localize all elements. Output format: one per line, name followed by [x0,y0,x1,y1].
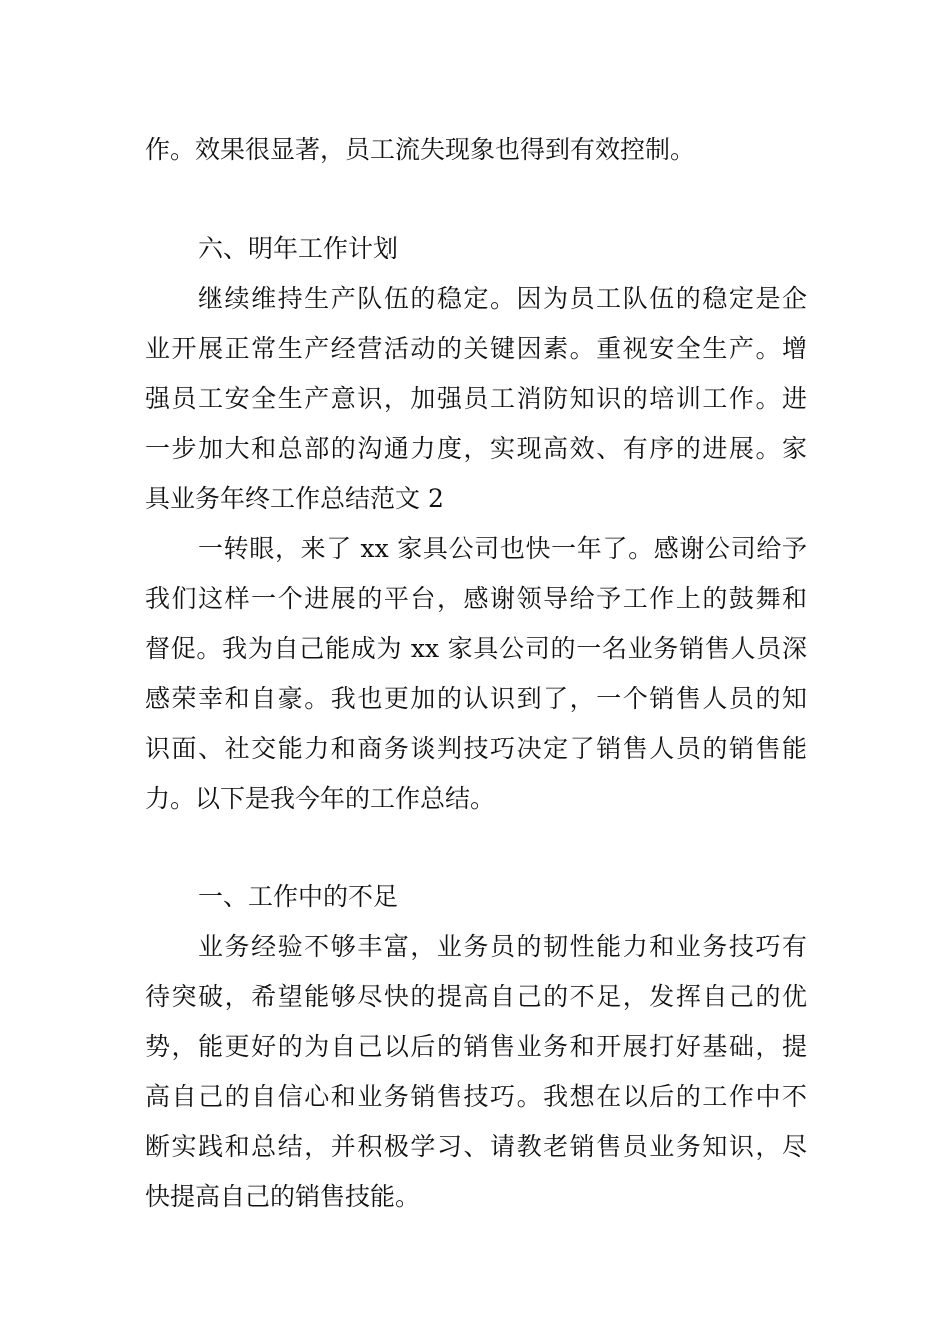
text-line: 力。以下是我今年的工作总结。 [145,784,496,813]
text-line: 快提高自己的销售技能。 [145,1182,421,1211]
text-line: 势，能更好的为自己以后的销售业务和开展打好基础，提 [145,1032,807,1061]
text-line: 识面、社交能力和商务谈判技巧决定了销售人员的销售能 [145,734,807,763]
text-line: 一步加大和总部的沟通力度，实现高效、有序的进展。家 [145,434,807,463]
section-heading: 一、工作中的不足 [198,882,399,911]
text-line: 业开展正常生产经营活动的关键因素。重视安全生产。增 [145,334,807,363]
text-line: 继续维持生产队伍的稳定。因为员工队伍的稳定是企 [198,284,807,313]
text-line: 感荣幸和自豪。我也更加的认识到了，一个销售人员的知 [145,684,807,713]
text-line: 督促。我为自己能成为 xx 家具公司的一名业务销售人员深 [145,634,807,663]
text-line: 强员工安全生产意识，加强员工消防知识的培训工作。进 [145,384,807,413]
text-line: 作。效果很显著，员工流失现象也得到有效控制。 [145,135,696,164]
text-line: 业务经验不够丰富，业务员的韧性能力和业务技巧有 [198,932,807,961]
text-line: 一转眼，来了 xx 家具公司也快一年了。感谢公司给予 [198,534,807,563]
text-line: 待突破，希望能够尽快的提高自己的不足，发挥自己的优 [145,982,807,1011]
text-line: 断实践和总结，并积极学习、请教老销售员业务知识，尽 [145,1132,807,1161]
text-line: 高自己的自信心和业务销售技巧。我想在以后的工作中不 [145,1082,807,1111]
section-heading: 六、明年工作计划 [198,234,399,263]
text-line: 我们这样一个进展的平台，感谢领导给予工作上的鼓舞和 [145,584,807,613]
text-line: 具业务年终工作总结范文 2 [145,484,444,513]
